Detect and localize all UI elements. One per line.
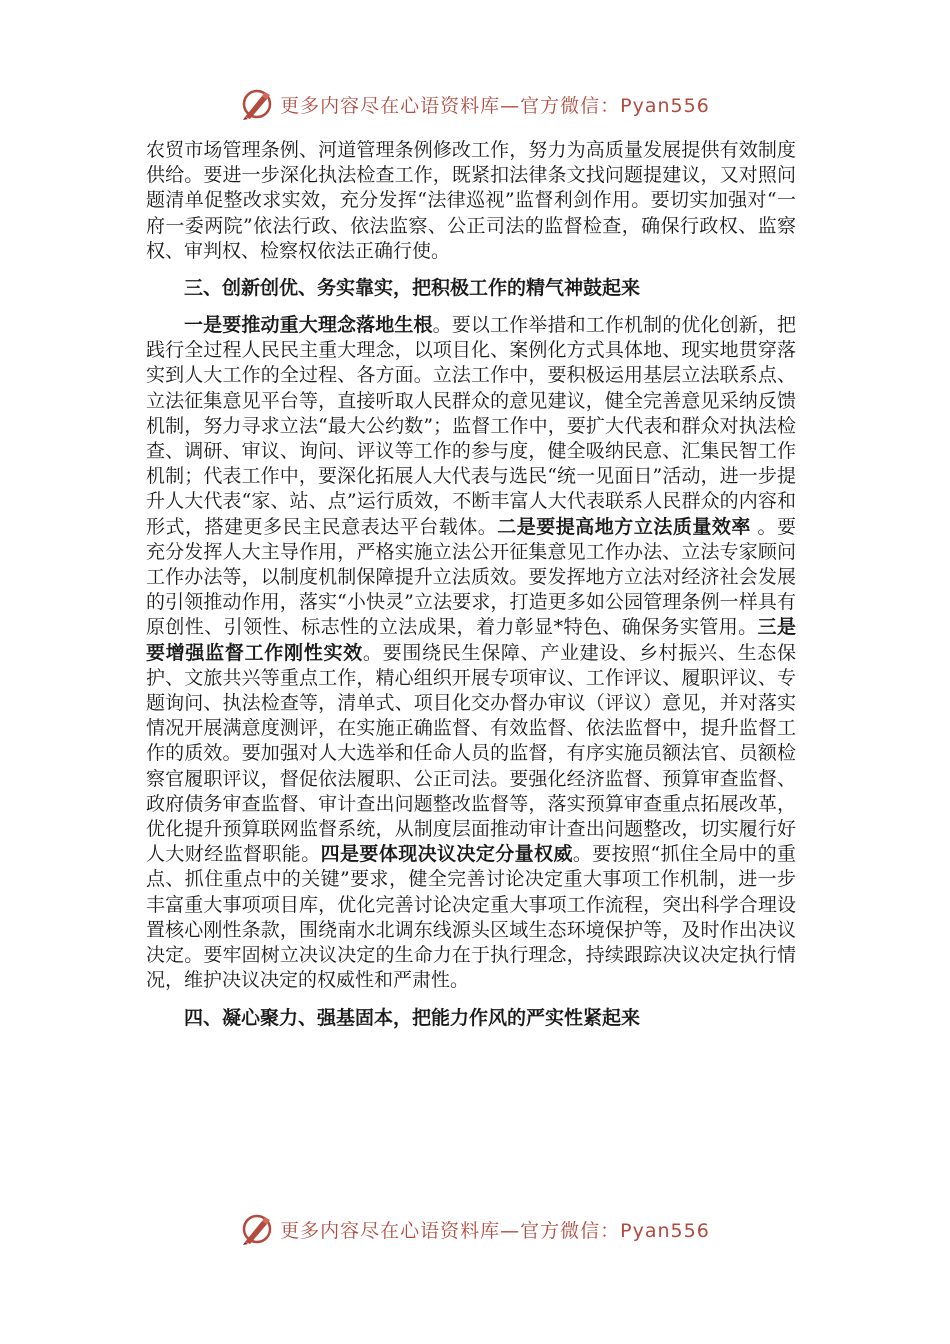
paragraph-section-3 bbox=[146, 313, 796, 993]
section-heading-4: 四、凝心聚力、强基固本，把能力作风的严实性紧起来 bbox=[184, 1006, 641, 1029]
banner-text: 更多内容尽在心语资料库—官方微信：Pyan556 bbox=[280, 94, 710, 117]
wechat-id: Pyan556 bbox=[620, 1219, 710, 1242]
point-1-text: 。要以工作举措和工作机制的优化创新，把践行全过程人民民主重大理念，以项目化、案例化方式具体地、现实地贯穿落实到人大工作的全过程、各方面。立法工作中，要积极运用基层立法联系点、立法征集意见平台等，直接听取人民群众的意见建议，健全完善意见采纳反馈机制，努力寻求立法“最大公约数”；监督工作中，要扩大代表和群众对执法检查、调研、审议、询问、评议等工作的参与度，健全吸纳民意、汇集民智工作机制；代表工作中，要深化拓展人大代表与选民“统一见面日”活动，进一步提升人大代表“家、站、点”运行质效，不断丰富人大代表联系人民群众的内容和形式，搭建更多民主民意表达平台载体。 bbox=[146, 314, 796, 538]
document-body bbox=[146, 138, 796, 1031]
point-1-title: 一是要推动重大理念落地生根 bbox=[184, 314, 433, 337]
wechat-id: Pyan556 bbox=[620, 94, 710, 117]
paragraph-continued: 农贸市场管理条例、河道管理条例修改工作，努力为高质量发展提供有效制度供给。要进一步深化执法检查工作，既紧扣法律条文找问题提建议，又对照问题清单促整改求实效，充分发挥“法律巡视”监督利剑作用。要切实加强对“一府一委两院”依法行政、依法监察、公正司法的监督检查，确保行政权、监察权、审判权、检察权依法正确行使。 bbox=[146, 139, 796, 262]
banner-text: 更多内容尽在心语资料库—官方微信：Pyan556 bbox=[280, 1219, 710, 1242]
point-4-title: 四是要体现决议决定分量权威 bbox=[320, 843, 573, 866]
header-banner bbox=[0, 82, 950, 126]
section-heading-3: 三、创新创优、务实靠实，把积极工作的精气神鼓起来 bbox=[184, 277, 641, 300]
point-4-text: 。要按照“抓住全局中的重点、抓住重点中的关键”要求，健全完善讨论决定重大事项工作机制，进一步丰富重大事项项目库，优化完善讨论决定重大事项工作流程，突出科学合理设置核心刚性条款，围绕南水北调东线源头区域生态环境保护等，及时作出决议决定。要牢固树立决议决定的生命力在于执行理念，持续跟踪决议决定执行情况，维护决议决定的权威性和严肃性。 bbox=[146, 843, 796, 992]
point-2-text: 。要充分发挥人大主导作用，严格实施立法公开征集意见工作办法、立法专家顾问工作办法等，以制度机制保障提升立法质效。要发挥地方立法对经济社会发展的引领推动作用，落实“小快灵”立法要求，打造更多如公园管理条例一样具有原创性、引领性、标志性的立法成果，着力彰显*特色、确保务实管用。 bbox=[146, 515, 796, 639]
pen-logo-icon bbox=[240, 87, 274, 121]
point-3-title: 三是要增强监督工作刚性实效 bbox=[146, 616, 796, 664]
point-3-text: 。要围绕民生保障、产业建设、乡村振兴、生态保护、文旅共兴等重点工作，精心组织开展专项审议、工作评议、履职评议、专题询问、执法检查等，清单式、项目化交办督办审议（评议）意见，并对落实情况开展满意度测评，在实施正确监督、有效监督、依法监督中，提升监督工作的质效。要加强对人大选举和任命人员的监督，有序实施员额法官、员额检察官履职评议，督促依法履职、公正司法。要强化经济监督、预算审查监督、政府债务审查监督、审计查出问题整改监督等，落实预算审查重点拓展改革，优化提升预算联网监督系统，从制度层面推动审计查出问题整改，切实履行好人大财经监督职能。 bbox=[146, 641, 796, 866]
footer-banner bbox=[0, 1207, 950, 1251]
point-2-title: 二是要提高地方立法质量效率 bbox=[497, 515, 751, 538]
pen-logo-icon bbox=[240, 1212, 274, 1246]
